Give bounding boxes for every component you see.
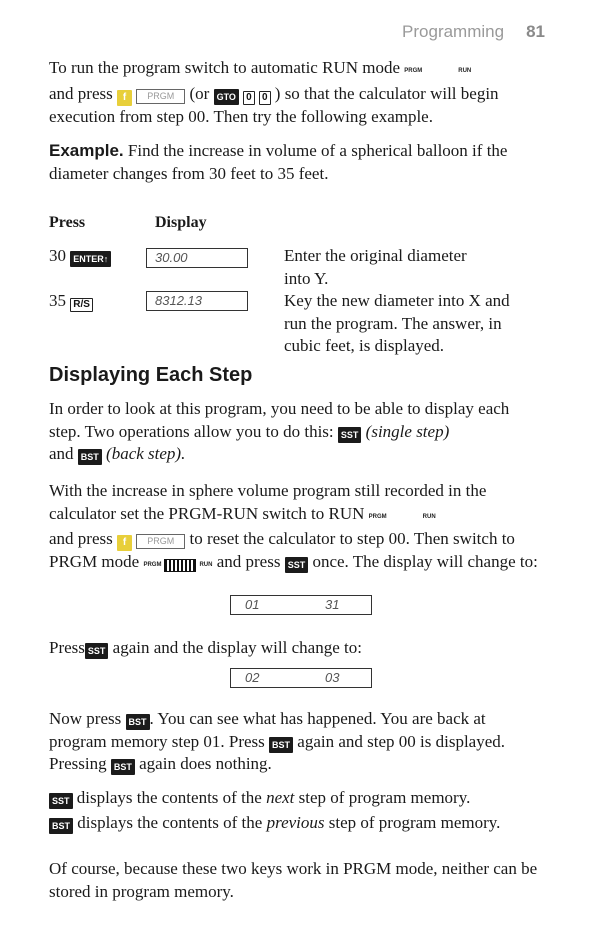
- sst-key: SST: [338, 427, 362, 443]
- prgm-key: PRGM: [136, 534, 185, 549]
- bst-key: BST: [126, 714, 150, 730]
- chapter-title: Programming: [402, 22, 505, 41]
- sst-key: SST: [49, 793, 73, 809]
- page-header: [402, 22, 545, 42]
- bst-key: BST: [111, 759, 135, 775]
- sst-key: SST: [85, 643, 109, 659]
- enter-key: ENTER↑: [70, 251, 111, 267]
- gold-shift-key: f: [117, 90, 132, 106]
- bst-key: BST: [269, 737, 293, 753]
- rs-key: R/S: [70, 298, 93, 312]
- row-1-press: 30 ENTER↑: [49, 246, 111, 267]
- section-paragraph-4: Now press BST . You can see what has happened. You are back at program memory step 01. Press BST again and step 00 is displayed. Pressing BST again does nothing.: [49, 709, 506, 773]
- display-step-01: 01 31: [230, 595, 372, 615]
- row-1-description: Enter the original diameter into Y.: [284, 246, 467, 288]
- prgm-run-switch-run: PRGM RUN: [368, 513, 436, 520]
- example-label: Example.: [49, 141, 124, 160]
- gold-shift-key: f: [117, 535, 132, 551]
- bst-key: BST: [49, 818, 73, 834]
- row-2-display: 8312.13: [146, 291, 248, 311]
- prgm-run-switch-run: PRGM RUN: [404, 68, 472, 74]
- intro-paragraph: To run the program switch to automatic RUN mode PRGM RUN and press f PRGM (or GTO 0 0 ) so that the calculator will begin execution from step 00. Then try the following example.: [49, 58, 499, 126]
- row-1-display: 30.00: [146, 248, 248, 268]
- section-paragraph-1: In order to look at this program, you need to be able to display each step. Two operations allow you to do this: SST (single step) and BST (back step).: [49, 399, 510, 463]
- example-paragraph: Example. Find the increase in volume of a spherical balloon if the diameter changes from 30 feet to 35 feet.: [49, 141, 508, 183]
- display-column-header: Display: [155, 214, 207, 231]
- bst-key: BST: [78, 449, 102, 465]
- section-paragraph-5: SST displays the contents of the next step of program memory.: [49, 787, 544, 810]
- row-2-press: 35 R/S: [49, 291, 93, 312]
- prgm-run-switch-prgm: PRGM RUN: [143, 554, 212, 577]
- press-column-header: Press: [49, 214, 86, 231]
- section-paragraph-2: With the increase in sphere volume program still recorded in the calculator set the PRGM-RUN switch to RUN PRGM RUN and press f PRGM to reset the calculator to step 00. Then switch to PRGM mode PRGM RUN and press SST once. The display will change to:: [49, 480, 544, 577]
- prgm-key: PRGM: [136, 89, 185, 104]
- section-paragraph-7: Of course, because these two keys work in PRGM mode, neither can be stored in program memory.: [49, 859, 538, 901]
- section-heading: Displaying Each Step: [49, 364, 253, 386]
- zero-key: 0: [243, 91, 255, 105]
- sst-key: SST: [285, 557, 309, 573]
- page-number: 81: [526, 22, 545, 41]
- zero-key: 0: [259, 91, 271, 105]
- display-step-02: 02 03: [230, 668, 372, 688]
- row-2-description: Key the new diameter into X and run the program. The answer, in cubic feet, is displayed.: [284, 291, 510, 355]
- section-paragraph-3: Press SST again and the display will change to:: [49, 638, 362, 657]
- section-paragraph-6: BST displays the contents of the previous step of program memory.: [49, 812, 544, 835]
- gto-key: GTO: [214, 89, 239, 105]
